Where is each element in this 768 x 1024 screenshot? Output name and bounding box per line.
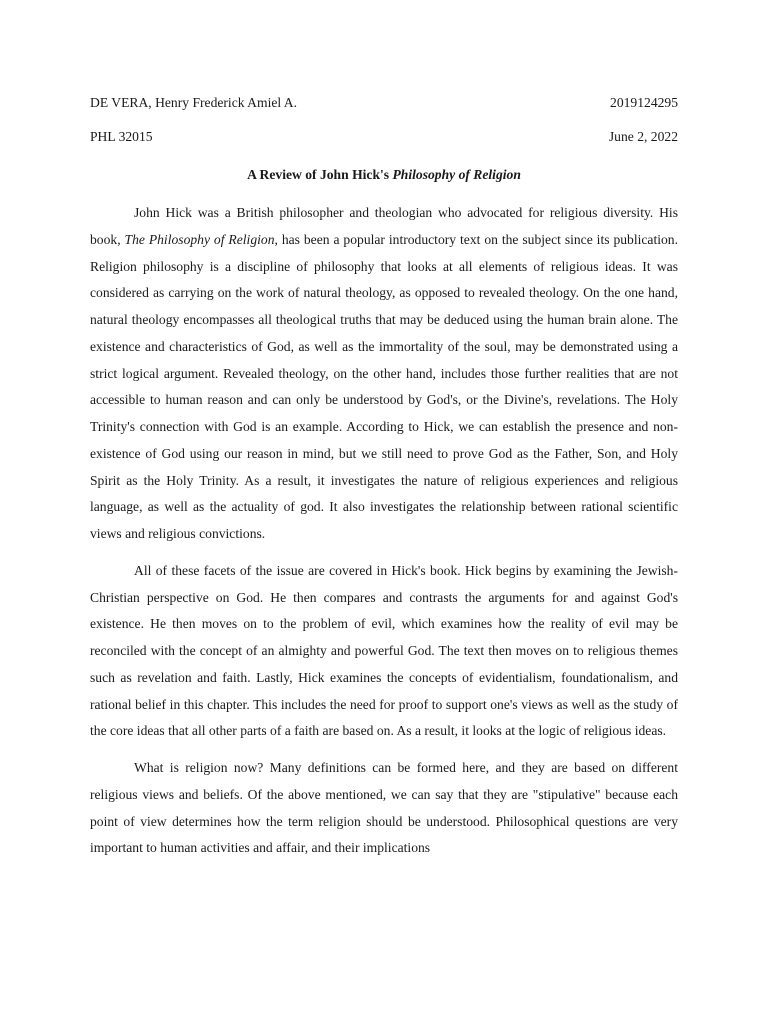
document-date: June 2, 2022 [608, 129, 678, 144]
paragraph-2: All of these facets of the issue are covered in Hick's book. Hick begins by examining the Jewish-Christian perspective on God. He then compares and contrasts the arguments for and against God's existence. He then moves on to the problem of evil, which examines how the reality of evil may be reconciled with the concept of an almighty and powerful God. The text then moves on to religious themes such as revelation and faith. Lastly, Hick examines the concepts of evidentialism, foundationalism, and rational belief in this chapter. This includes the need for proof to support one's views as well as the study of the core ideas that all other parts of a faith are based on. As a result, it looks at the logic of religious ideas. [90, 562, 678, 739]
title-prefix: A Review of John Hick's [247, 167, 393, 182]
paragraph-1-before-italic: John Hick was a British philosopher and theologian who advocated for religious diversity. His book, [90, 205, 678, 247]
header-row-author [90, 92, 678, 114]
document-title [90, 164, 678, 186]
paragraph-1-book-title: The Philosophy of Religion [124, 231, 275, 247]
student-id: 2019124295 [610, 95, 678, 110]
paragraph-1 [90, 200, 678, 548]
paragraph-1-after-italic: , has been a popular introductory text on the subject since its publication. Religion philosophy is a discipline of philosophy that looks at all elements of religious ideas. It was considered as carrying on the work of natural theology, as opposed to revealed theology. On the one hand, natural theology encompasses all theological truths that may be deduced using the human brain alone. The existence and characteristics of God, as well as the immortality of the soul, may be demonstrated using a strict logical argument. Revealed theology, on the other hand, includes those further realities that are not accessible to human reason and can only be understood by God's, or the Divine's, revelations. The Holy Trinity's connection with God is an example. According to Hick, we can establish the presence and non-existence of God using our reason in mind, but we still need to prove God as the Father, Son, and Holy Spirit as the Holy Trinity. As a result, it investigates the nature of religious experiences and religious language, as well as the actuality of god. It also investigates the relationship between rational scientific views and religious convictions. [90, 231, 679, 541]
course-code: PHL 32015 [90, 129, 153, 144]
author-name: DE VERA, Henry Frederick Amiel A. [90, 95, 298, 110]
header-row-course [90, 126, 678, 148]
title-book-name: Philosophy of Religion [392, 167, 521, 182]
paragraph-3: What is religion now? Many definitions can be formed here, and they are based on different religious views and beliefs. Of the above mentioned, we can say that they are "stipulative" because each point of view determines how the term religion should be understood. Philosophical questions are very important to human activities and affair, and their implications [90, 760, 678, 856]
document-page [90, 92, 678, 862]
